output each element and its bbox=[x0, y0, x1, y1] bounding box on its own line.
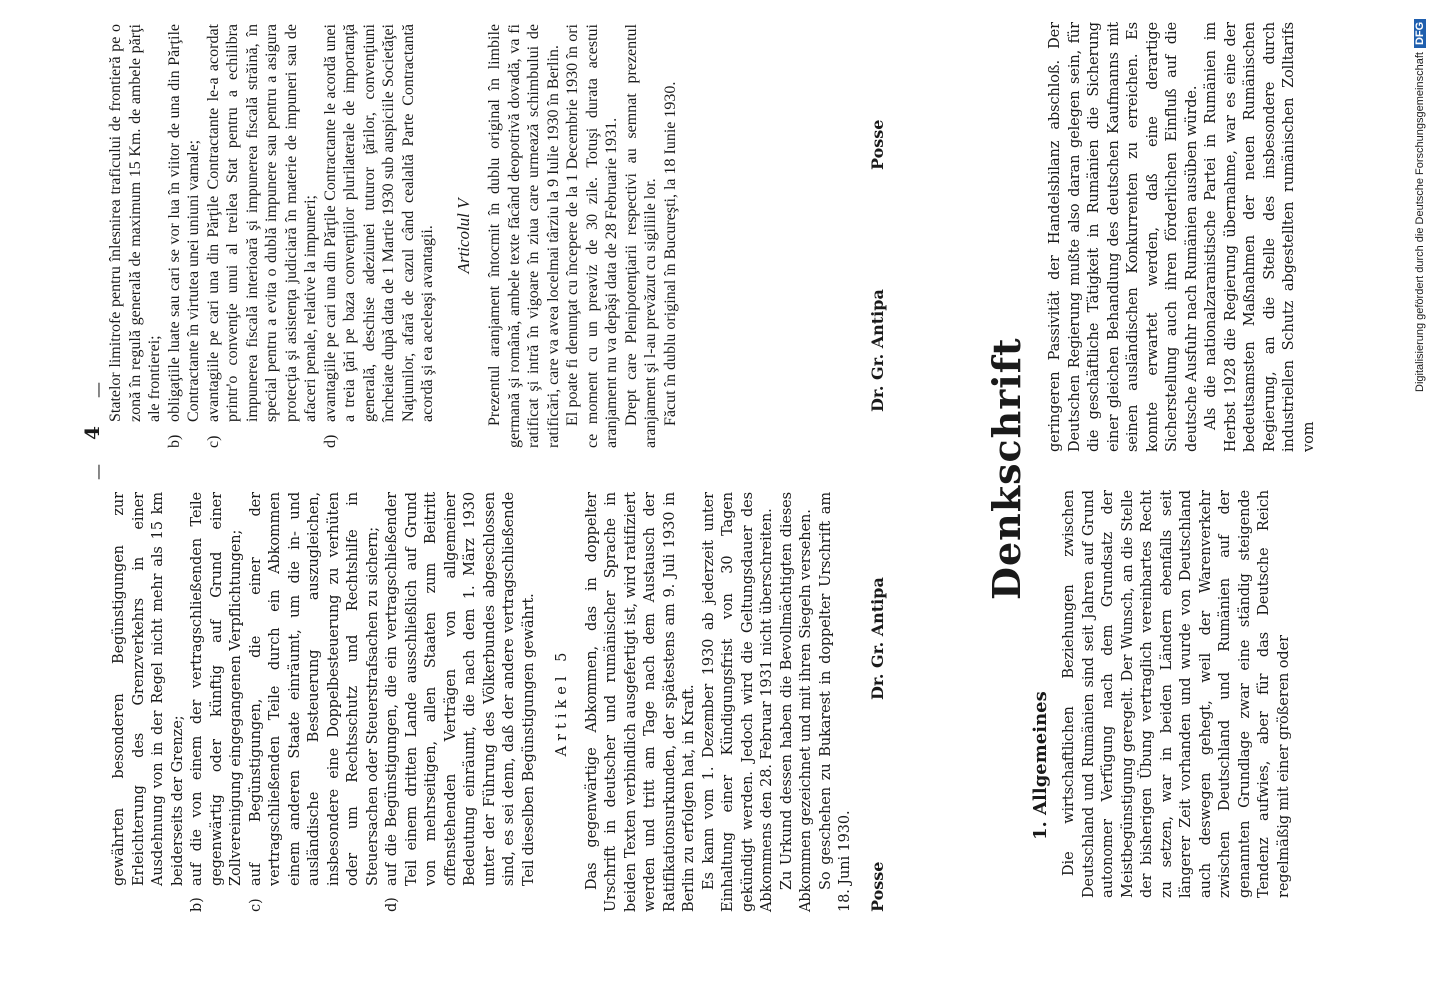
digitization-credit: Digitalisierung gefördert durch die Deutsche ForschungsgemeinschaftDFG bbox=[1414, 19, 1426, 392]
romanian-item-d: d) avantagiile pe cari una din Părţile Contractante le acordă unei a treia ţări pe baza convenţiilor plurilaterale de importanţă generală, deschise adeziunei tuturor ţărilor, convenţiuni încheiate după data de 1 Martie 1930 sub auspiciile Societăţei Naţiunilor, afară de cazul când cealaltă Parte Contractantă acordă şi ea aceleaşi avantagii. bbox=[321, 24, 436, 448]
german-signature-posse: Posse bbox=[868, 861, 887, 912]
german-paragraph: Es kann vom 1. Dezember 1930 ab jederzeit unter Einhaltung einer Kündigungsfrist von 30 Tagen gekündigt werden. Jedoch wird die Geltungsdauer des Abkommens den 28. Februar 1931 nicht überschreiten. bbox=[700, 492, 775, 912]
page-dash-left: — bbox=[88, 464, 107, 480]
romanian-paragraph: Făcut în dublu original în Bucureşti, la 18 Iunie 1930. bbox=[661, 81, 679, 426]
german-item-d: d) auf die Begünstigungen, die ein vertragschließender Teil einem dritten Lande ausschließlich auf Grund von mehrseitigen, allen Staaten zum Beitritt offenstehenden Verträgen von allgemeiner Bedeutung einräumt, die nach dem 1. März 1930 unter der Führung des Völkerbundes abgeschlossen sind, es sei denn, daß der andere vertragschließende Teil dieselben Begünstigungen gewährt. bbox=[384, 492, 537, 912]
romanian-article-heading: Articolul V bbox=[453, 198, 473, 274]
denkschrift-column-2 bbox=[1046, 22, 1319, 452]
denkschrift-paragraph: geringeren Passivität der Handelsbilanz abschloß. Der Deutschen Regierung mußte also daran gelegen sein, für die geschäftliche Tätigkeit in Rumänien die Sicherung einer gleichen Behandlung des deutschen Kaufmanns mit seinen ausländischen Konkurrenten zu erreichen. Es konnte erwartet werden, daß eine derartige Sicherstellung auch ihren förderlichen Einfluß auf die deutsche Ausfuhr nach Rumänien ausüben würde. bbox=[1047, 22, 1200, 452]
denkschrift-paragraph: Als die nationalzaranistische Partei in Rumänien im Herbst 1928 die Regierung übernahme, war es eine der bedeutsamsten Maßnahmen der neuen Rumänischen Regierung, an die Stelle des insbesondere durch industriellen Schutz abgestellten rumänischen Zolltarifs vom bbox=[1203, 22, 1317, 452]
romanian-item-b: b) obligaţiile luate sau cari se vor lua în viitor de una din Părţile Contractante în virtutea unei uniuni vamale; bbox=[165, 24, 202, 448]
denkschrift-paragraph: Die wirtschaftlichen Beziehungen zwischen Deutschland und Rumänien sind seit Jahren auf Grund autonomer Verfügung nach dem Grundsatz der Meistbegünstigung geregelt. Der Wunsch, an die Stelle der bisherigen Übung vertraglich vereinbartes Recht zu setzen, war in beiden Ländern ebenfalls seit längerer Zeit vorhanden und wurde von Deutschland auch deswegen gehegt, weil der Warenverkehr zwischen Deutschland und Rumänien auf der genannten Grundlage zwar eine ständig steigende Tendenz aufwies, aber für das Deutsche Reich regelmäßig mit einer größeren oder bbox=[1061, 490, 1292, 898]
german-item-b: b) auf die von einem der vertragschließenden Teile gegenwärtig oder künftig auf Grund einer Zollvereinigung eingegangenen Verpflichtungen; bbox=[189, 492, 244, 912]
german-paragraph: Zu Urkund dessen haben die Bevollmächtigten dieses Abkommen gezeichnet und mit ihren Siegeln versehen. bbox=[778, 492, 814, 912]
romanian-paragraph: Drept care Plenipotenţiarii respectivi au semnat prezentul aranjament şi l-au prevăzut cu sigiliile lor. bbox=[622, 24, 659, 448]
german-signature-antipa: Dr. Gr. Antipa bbox=[868, 577, 887, 700]
german-item-c: c) auf Begünstigungen, die einer der vertragschließenden Teile durch ein Abkommen einem anderen Staate einräumt, um die in- und ausländische Besteuerung auszugleichen, insbesondere eine Doppelbesteuerung zu verhüten oder um Rechtsschutz und Rechtshilfe in Steuersachen oder Steuerstrafsachen zu sichern; bbox=[247, 492, 381, 912]
page-number: 4 bbox=[80, 426, 104, 440]
german-article-heading: Artikel 5 bbox=[554, 647, 570, 757]
romanian-paragraph: El poate fi denunţat cu începere de la 1 Decembrie 1930 în ori ce moment cu un preaviz de 30 zile. Totuşi durata acestui aranjament nu va depăşi data de 28 Februarie 1931. bbox=[564, 24, 620, 448]
romanian-paragraph: Prezentul aranjament întocmit în dublu original în limbile germană şi română, ambele texte făcând deopotrivă dovadă, va fi ratificat şi intră în vigoare în ziua care urmează schimbului de ratificări, care va avea locelmai târziu la 9 Iulie 1930 în Berlin. bbox=[486, 24, 562, 448]
denkschrift-title: Denkschrift bbox=[984, 337, 1029, 600]
german-column bbox=[110, 492, 856, 912]
romanian-intro: Statelor limitrofe pentru înlesnirea traficului de frontieră pe o zonă în regulă generală de maximum 15 Km. de ambele părţi ale frontierei; bbox=[107, 24, 163, 422]
german-intro: gewährten besonderen Begünstigungen zur Erleichterung des Grenzverkehrs in einer Ausdehnung von in der Regel nicht mehr als 15 km beiderseits der Grenze; bbox=[111, 492, 186, 886]
section-heading: 1. Allgemeines bbox=[1030, 691, 1051, 840]
page-dash-right: — bbox=[88, 382, 107, 398]
romanian-item-c: c) avantagiile pe cari una din Părţile Contractante le-a acordat printr'o convenţie unui al treilea Stat pentru a echilibra impunerea fiscală interioară şi impunerea fiscală străină, în special pentru a evita o dublă impunere sau pentru a asigura protecţia şi asistenţa judiciară în materie de impuneri sau de afaceri penale, relative la impuneri; bbox=[204, 24, 319, 448]
dfg-logo: DFG bbox=[1414, 19, 1426, 48]
romanian-signature-antipa: Dr. Gr. Antipa bbox=[868, 289, 887, 412]
romanian-column bbox=[106, 24, 680, 448]
romanian-signature-posse: Posse bbox=[868, 119, 887, 170]
denkschrift-column-1 bbox=[1060, 490, 1294, 898]
german-paragraph: Das gegenwärtige Abkommen, das in doppelter Urschrift in deutscher und rumänischer Sprache in beiden Texten verbindlich ausgefertigt ist, wird ratifiziert werden und tritt am Tage nach dem Austausch der Ratifikationsurkunden, der spätestens am 9. Juli 1930 in Berlin zu erfolgen hat, in Kraft. bbox=[583, 492, 697, 912]
german-paragraph: So geschehen zu Bukarest in doppelter Urschrift am 18. Juni 1930. bbox=[817, 492, 853, 912]
